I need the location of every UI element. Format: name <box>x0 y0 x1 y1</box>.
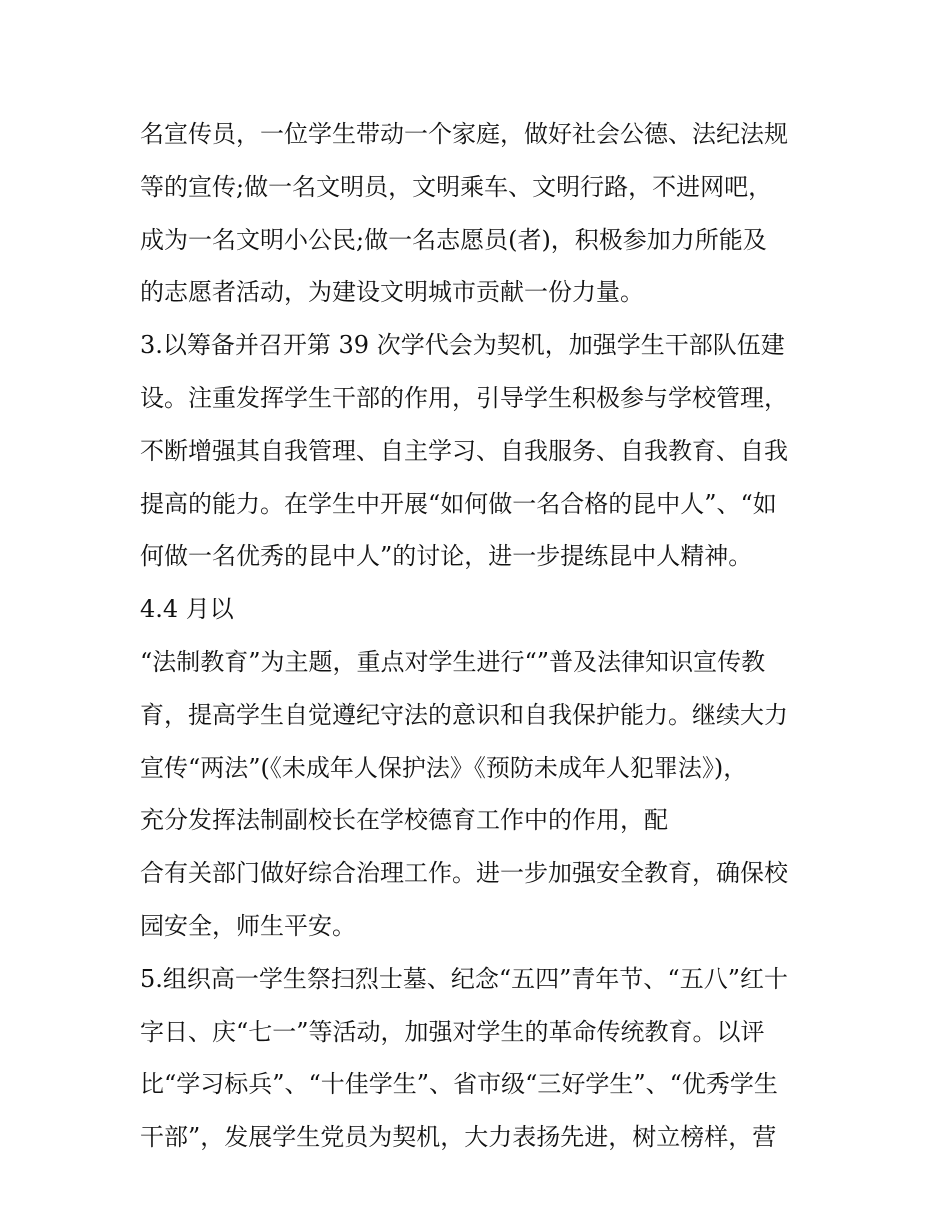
text-line-10: 4.4 月以 <box>140 595 234 624</box>
text-line-6: 设。注重发挥学生干部的作用，引导学生积极参与学校管理， <box>140 383 788 412</box>
text-line-14: 充分发挥法制副校长在学校德育工作中的作用，配 <box>140 806 668 835</box>
text-line-2: 等的宣传;做一名文明员，文明乘车、文明行路，不进网吧， <box>140 172 773 201</box>
text-line-5: 3.以筹备并召开第 39 次学代会为契机，加强学生干部队伍建 <box>140 331 785 360</box>
text-line-4: 的志愿者活动，为建设文明城市贡献一份力量。 <box>140 278 644 307</box>
text-line-12: 育，提高学生自觉遵纪守法的意识和自我保护能力。继续大力 <box>140 700 788 729</box>
text-line-1: 名宣传员，一位学生带动一个家庭，做好社会公德、法纪法规 <box>140 120 788 148</box>
text-line-15: 合有关部门做好综合治理工作。进一步加强安全教育，确保校 <box>140 859 788 888</box>
text-line-18: 字日、庆“七一”等活动，加强对学生的革命传统教育。以评 <box>140 1017 765 1046</box>
text-line-7: 不断增强其自我管理、自主学习、自我服务、自我教育、自我 <box>140 436 788 465</box>
text-line-9: 何做一名优秀的昆中人”的讨论，进一步提练昆中人精神。 <box>140 542 753 571</box>
text-line-8: 提高的能力。在学生中开展“如何做一名合格的昆中人”、“如 <box>140 489 777 518</box>
body-text <box>140 108 830 1164</box>
text-line-19: 比“学习标兵”、“十佳学生”、省市级“三好学生”、“优秀学生 <box>140 1070 778 1099</box>
text-line-11: “法制教育”为主题，重点对学生进行“”普及法律知识宣传教 <box>140 647 766 676</box>
text-line-17: 5.组织高一学生祭扫烈士墓、纪念“五四”青年节、“五八”红十 <box>140 964 788 993</box>
text-line-3: 成为一名文明小公民;做一名志愿员(者)，积极参加力所能及 <box>140 225 767 254</box>
text-line-20: 干部”，发展学生党员为契机，大力表扬先进，树立榜样，营 <box>140 1123 777 1152</box>
text-line-13: 宣传“两法”(《未成年人保护法》《预防未成年人犯罪法》)， <box>140 753 748 782</box>
text-line-16: 园安全，师生平安。 <box>140 911 356 940</box>
